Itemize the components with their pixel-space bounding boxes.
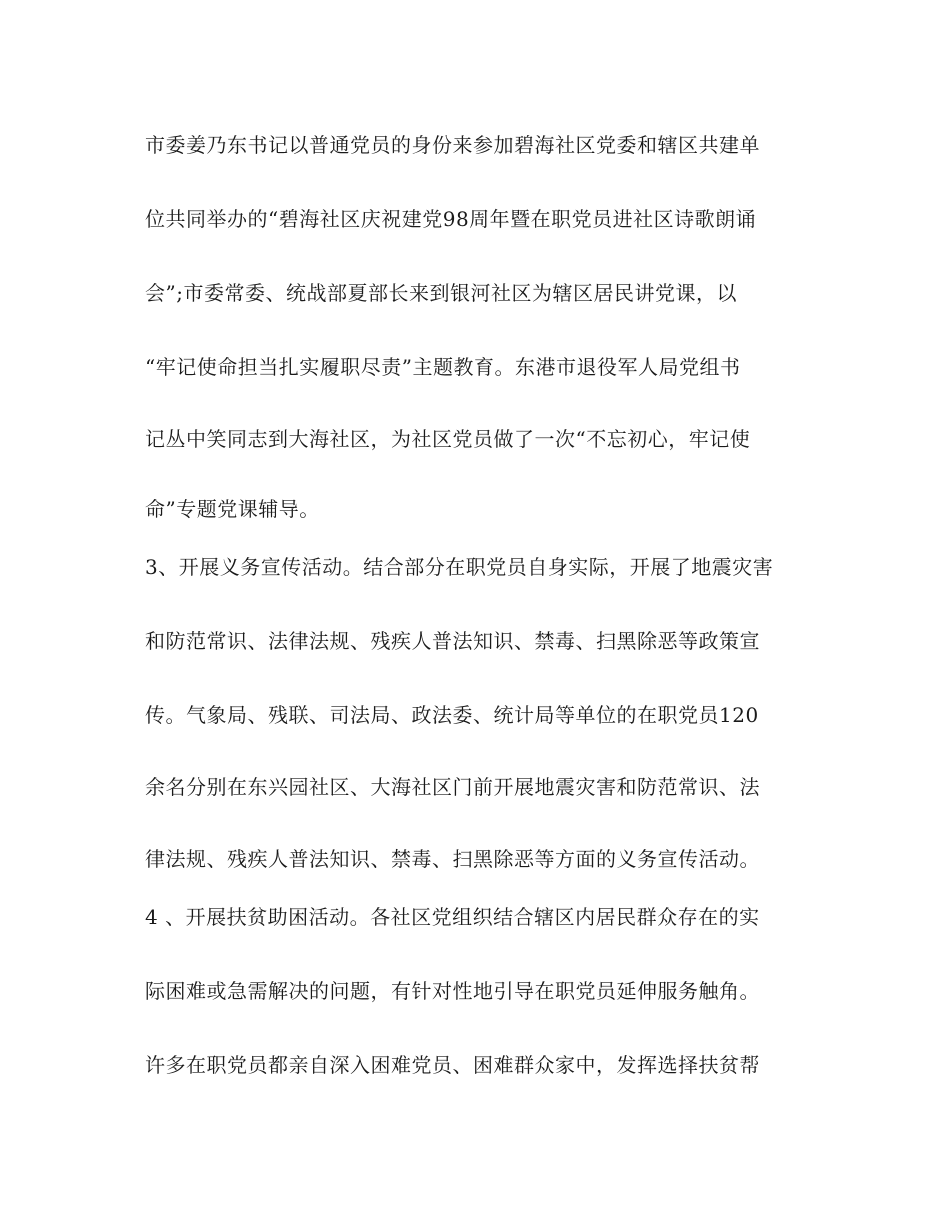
text-line: 命”专题党课辅导。 [145, 497, 320, 521]
text-line: 和防范常识、法律法规、残疾人普法知识、禁毒、扫黑除恶等政策宣 [145, 629, 760, 653]
text-line: 际困难或急需解决的问题，有针对性地引导在职党员延伸服务触角。 [145, 979, 760, 1003]
text-line: 4 、开展扶贫助困活动。各社区党组织结合辖区内居民群众存在的实 [145, 905, 760, 929]
text-line: 3、开展义务宣传活动。结合部分在职党员自身实际，开展了地震灾害 [145, 555, 774, 579]
text-line: 记丛中笑同志到大海社区，为社区党员做了一次“不忘初心，牢记使 [145, 427, 751, 451]
text-line: “牢记使命担当扎实履职尽责”主题教育。东港市退役军人局党组书 [145, 355, 741, 379]
text-line: 许多在职党员都亲自深入困难党员、困难群众家中，发挥选择扶贫帮 [145, 1053, 760, 1077]
text-line: 会”;市委常委、统战部夏部长来到银河社区为辖区居民讲党课，以 [145, 281, 737, 305]
text-line: 位共同举办的“碧海社区庆祝建党98周年暨在职党员进社区诗歌朗诵 [145, 207, 757, 231]
text-line: 余名分别在东兴园社区、大海社区门前开展地震灾害和防范常识、法 [145, 775, 760, 799]
text-line: 传。气象局、残联、司法局、政法委、统计局等单位的在职党员120 [145, 703, 759, 727]
text-line: 市委姜乃东书记以普通党员的身份来参加碧海社区党委和辖区共建单 [145, 133, 760, 157]
text-line: 律法规、残疾人普法知识、禁毒、扫黑除恶等方面的义务宣传活动。 [145, 847, 760, 871]
